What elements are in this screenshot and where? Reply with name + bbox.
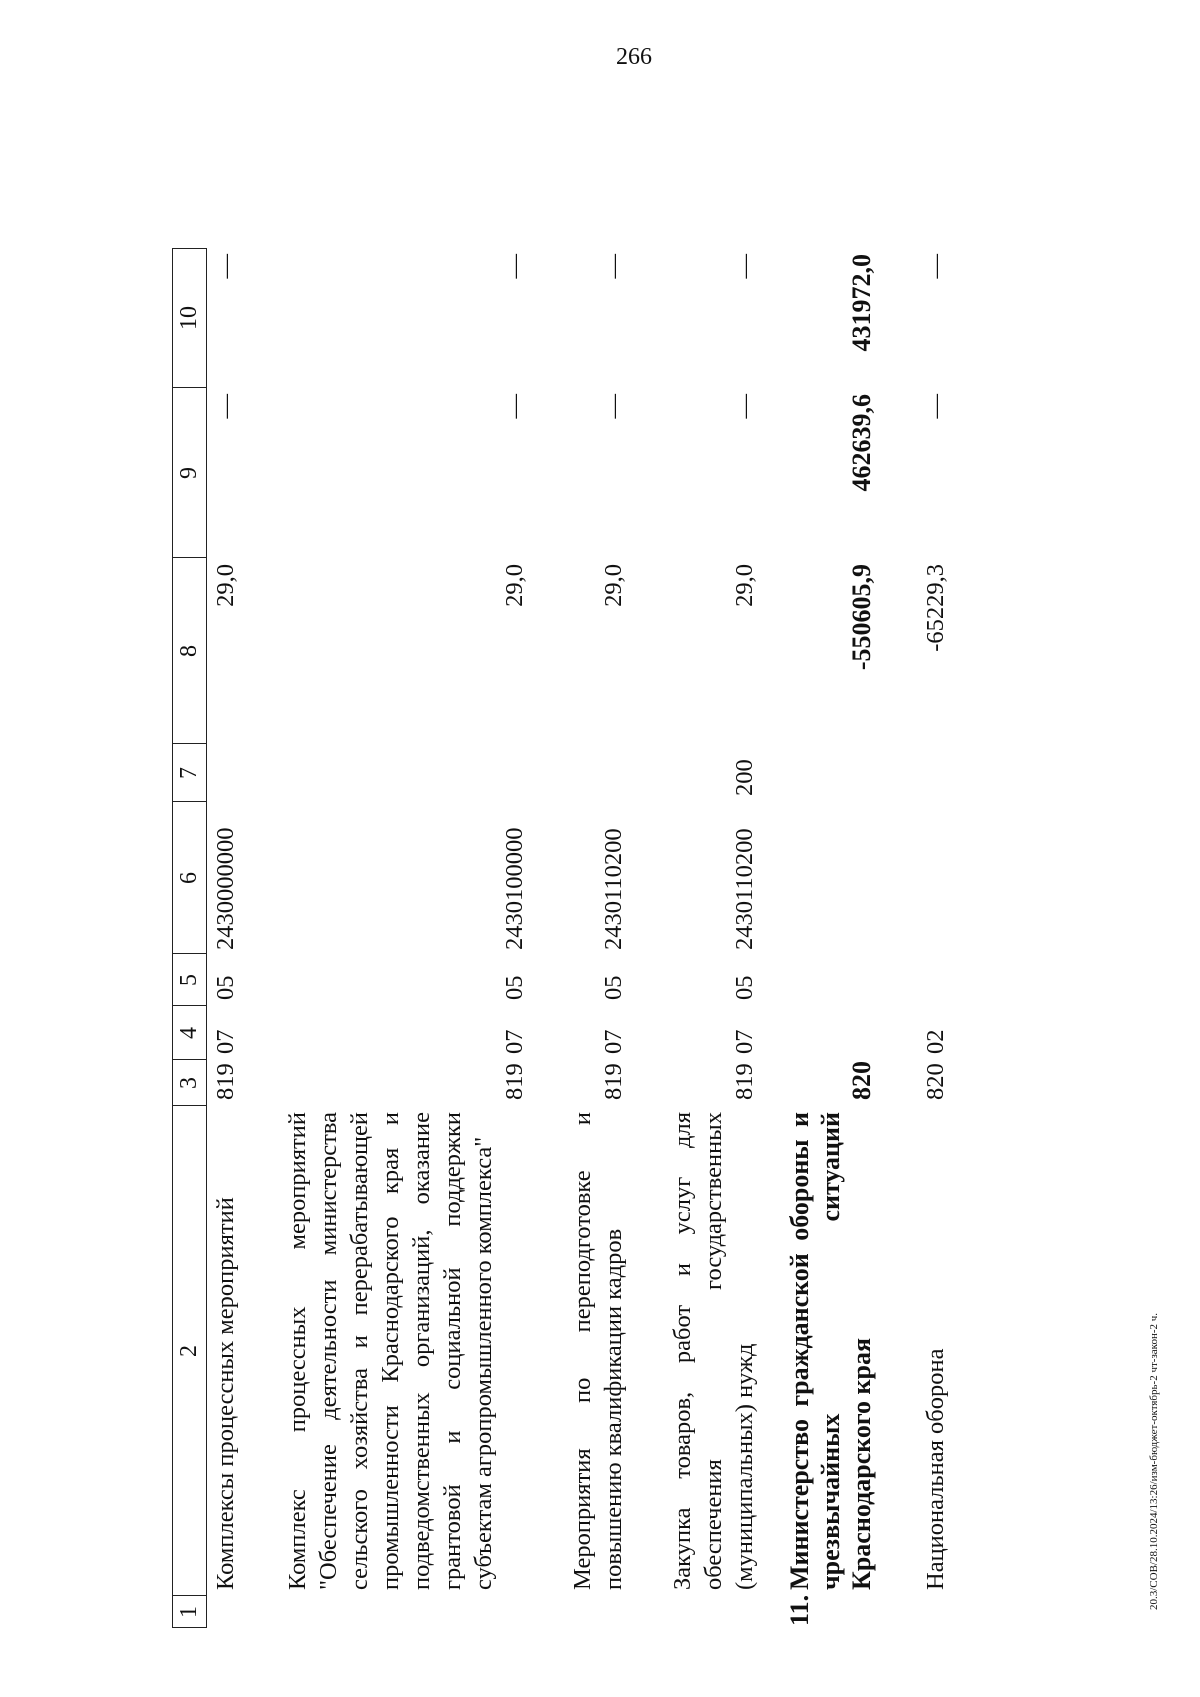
col-header-1: 1 — [176, 1606, 202, 1618]
col-header-10: 10 — [176, 306, 202, 330]
cell-section: 07 — [501, 1029, 528, 1054]
cell-amount-col9: — — [600, 394, 627, 419]
col-header-5: 5 — [176, 974, 202, 986]
cell-amount-col10: — — [501, 254, 528, 279]
cell-amount-col8: 29,0 — [212, 564, 239, 607]
cell-amount-col10: — — [212, 254, 239, 279]
cell-section: 07 — [212, 1029, 239, 1054]
cell-amount-col8: 29,0 — [731, 564, 758, 607]
cell-amount-col8: -65229,3 — [922, 564, 949, 652]
cell-target-article: 2430110200 — [600, 828, 627, 950]
cell-target-article: 2430110200 — [731, 828, 758, 950]
budget-table — [172, 248, 1200, 1628]
row-description: Закупка товаров, работ и услуг для обеспечения государственных (муниципальных) нужд — [669, 1112, 758, 1590]
cell-ministry-code: 819 — [731, 1063, 758, 1100]
header-bottom-border — [206, 248, 207, 1628]
cell-amount-col9: 462639,6 — [847, 394, 876, 492]
col-header-9: 9 — [176, 467, 202, 479]
row-description: Мероприятия по переподготовке и повышению квалификации кадров — [569, 1112, 627, 1590]
cell-ministry-code: 820 — [922, 1063, 949, 1100]
col-header-4: 4 — [176, 1027, 202, 1039]
cell-subsection: 05 — [731, 975, 758, 1000]
cell-section: 02 — [922, 1029, 949, 1054]
cell-subsection: 05 — [212, 975, 239, 1000]
row-number: 11. — [785, 1594, 814, 1626]
cell-amount-col9: — — [731, 394, 758, 419]
cell-amount-col8: 29,0 — [501, 564, 528, 607]
cell-amount-col9: — — [212, 394, 239, 419]
row-description: Комплексы процессных мероприятий — [212, 1197, 239, 1590]
cell-section: 07 — [731, 1029, 758, 1054]
col-header-3: 3 — [176, 1077, 202, 1089]
cell-ministry-code: 819 — [212, 1063, 239, 1100]
row-description: Министерство гражданской обороны и чрезвычайных ситуаций Краснодарского края — [785, 1112, 876, 1590]
row-description: Национальная оборона — [922, 1348, 949, 1590]
col-header-7: 7 — [176, 767, 202, 779]
cell-ministry-code: 819 — [600, 1063, 627, 1100]
row-description: Комплекс процессных мероприятий "Обеспечение деятельности министерства сельского хозяйства и перерабатывающей промышленности Краснодарского края и подведомственных организаций, оказание грантовой и социальной поддержки субъектам агропромышленного комплекса" — [284, 1112, 497, 1590]
cell-amount-col10: — — [600, 254, 627, 279]
col-header-2: 2 — [176, 1345, 202, 1357]
cell-target-article: 2430000000 — [212, 827, 239, 950]
cell-amount-col9: — — [922, 394, 949, 419]
cell-amount-col8: -550605,9 — [847, 564, 876, 671]
cell-target-article: 2430100000 — [501, 827, 528, 950]
cell-amount-col10: — — [922, 254, 949, 279]
cell-subsection: 05 — [501, 975, 528, 1000]
cell-expense-type: 200 — [731, 759, 758, 796]
cell-ministry-code: 819 — [501, 1063, 528, 1100]
col-header-8: 8 — [176, 645, 202, 657]
cell-ministry-code: 820 — [847, 1061, 876, 1100]
cell-amount-col8: 29,0 — [600, 564, 627, 607]
cell-amount-col10: 431972,0 — [847, 254, 876, 352]
table-top-border — [172, 248, 173, 1628]
page-number: 266 — [616, 44, 652, 70]
cell-amount-col10: — — [731, 254, 758, 279]
cell-subsection: 05 — [600, 975, 627, 1000]
cell-section: 07 — [600, 1029, 627, 1054]
footer-stamp: 20.3/СОВ/28.10.2024/13:26/изм-бюджет-октябрь-2 чт-закон-2 ч. — [1148, 1312, 1160, 1610]
cell-amount-col9: — — [501, 394, 528, 419]
col-header-6: 6 — [176, 872, 202, 884]
